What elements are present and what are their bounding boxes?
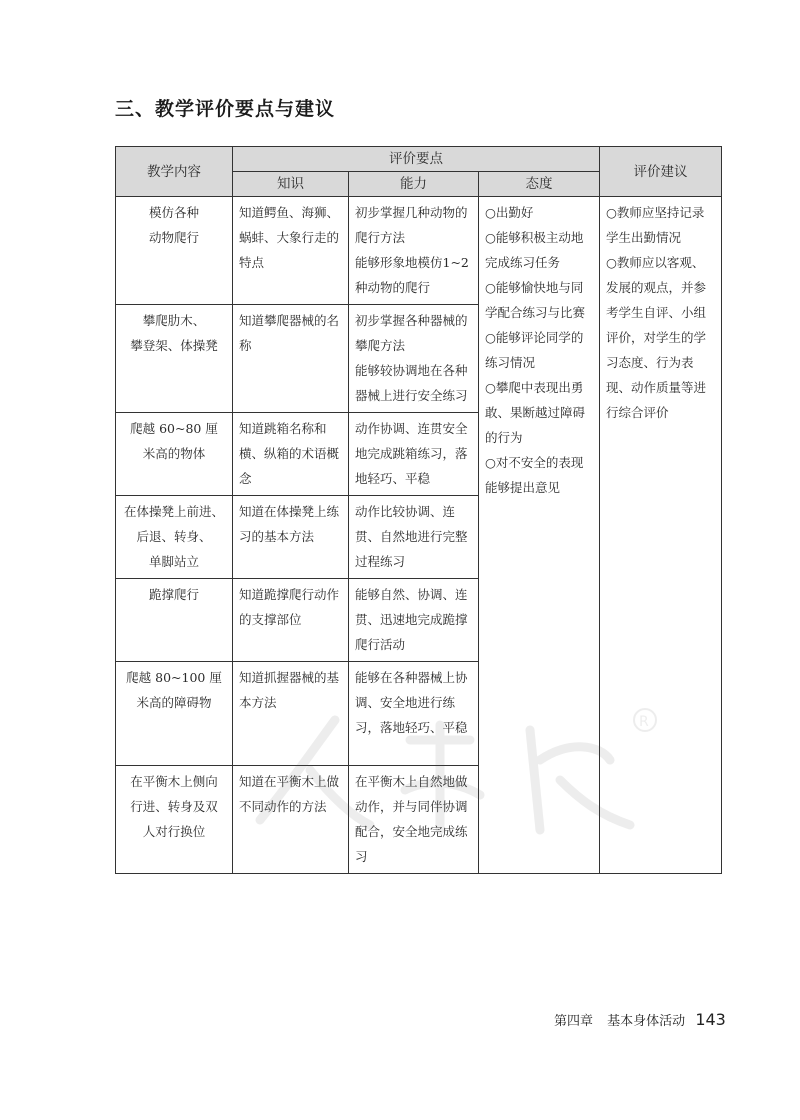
- page-number: 143: [695, 1010, 726, 1029]
- attitude-item: ○能够愉快地与同学配合练习与比赛: [485, 280, 586, 320]
- content-line: 动物爬行: [148, 230, 199, 245]
- row-knowledge: 知道在平衡木上做不同动作的方法: [233, 766, 349, 874]
- content-line: 模仿各种: [148, 205, 199, 220]
- ability-line: 能够形象地模仿1~2种动物的爬行: [355, 255, 469, 295]
- attitude-item: ○攀爬中表现出勇敢、果断越过障碍的行为: [485, 380, 586, 445]
- content-line: 在平衡木上侧向: [130, 774, 218, 789]
- row-ability: [349, 766, 479, 874]
- header-attitude: 态度: [479, 172, 600, 197]
- header-content: 教学内容: [116, 147, 233, 197]
- row-content: [116, 579, 233, 662]
- suggestion-item: ○教师应以客观、发展的观点，并参考学生自评、小组评价，对学生的学习态度、行为表现、动作质量等进行综合评价: [606, 255, 707, 420]
- attitude-item: ○能够积极主动地完成练习任务: [485, 230, 584, 270]
- row-knowledge: 知道攀爬器械的名称: [233, 305, 349, 413]
- content-line: 跪撑爬行: [148, 587, 199, 602]
- ability-line: 动作协调、连贯安全地完成跳箱练习，落地轻巧、平稳: [355, 421, 468, 486]
- header-ability: 能力: [349, 172, 479, 197]
- row-content: [116, 496, 233, 579]
- suggestion-cell: [600, 197, 722, 874]
- ability-line: 能够自然、协调、连贯、迅速地完成跪撑爬行活动: [355, 587, 468, 652]
- row-content: [116, 197, 233, 305]
- content-line: 后退、转身、: [136, 529, 212, 544]
- content-line: 米高的物体: [142, 446, 206, 461]
- content-line: 在体操凳上前进、: [123, 504, 224, 519]
- content-line: 行进、转身及双: [130, 799, 218, 814]
- header-evaluation-points: 评价要点: [233, 147, 600, 172]
- ability-line: 能够在各种器械上协调、安全地进行练习，落地轻巧、平稳: [355, 670, 468, 735]
- evaluation-table: [115, 146, 722, 874]
- content-line: 攀爬肋木、: [142, 313, 206, 328]
- row-content: [116, 662, 233, 766]
- content-line: 攀登架、体操凳: [130, 338, 218, 353]
- row-content: [116, 305, 233, 413]
- ability-line: 能够较协调地在各种器械上进行安全练习: [355, 363, 468, 403]
- footer-chapter-title: 基本身体活动: [607, 1014, 686, 1029]
- row-content: [116, 413, 233, 496]
- header-suggestion: 评价建议: [600, 147, 722, 197]
- row-ability: [349, 413, 479, 496]
- svg-text:R: R: [639, 714, 649, 730]
- header-knowledge: 知识: [233, 172, 349, 197]
- attitude-item: ○对不安全的表现能够提出意见: [485, 455, 584, 495]
- table-row: [116, 197, 722, 305]
- row-knowledge: 知道鳄鱼、海狮、蜗蚌、大象行走的特点: [233, 197, 349, 305]
- row-ability: [349, 305, 479, 413]
- content-line: 单脚站立: [148, 554, 199, 569]
- row-ability: [349, 197, 479, 305]
- row-knowledge: 知道跳箱名称和横、纵箱的术语概念: [233, 413, 349, 496]
- page-footer: [554, 1010, 726, 1029]
- attitude-item: ○出勤好: [485, 205, 534, 220]
- content-line: 人对行换位: [142, 824, 206, 839]
- content-line: 爬越 80~100 厘: [126, 670, 222, 685]
- content-line: 米高的障碍物: [136, 695, 212, 710]
- row-ability: [349, 579, 479, 662]
- suggestion-item: ○教师应坚持记录学生出勤情况: [606, 205, 705, 245]
- ability-line: 动作比较协调、连贯、自然地进行完整过程练习: [355, 504, 468, 569]
- attitude-item: ○能够评论同学的练习情况: [485, 330, 584, 370]
- row-knowledge: 知道跪撑爬行动作的支撑部位: [233, 579, 349, 662]
- row-ability: [349, 662, 479, 766]
- ability-line: 初步掌握几种动物的爬行方法: [355, 205, 468, 245]
- attitude-cell: [479, 197, 600, 874]
- row-ability: [349, 496, 479, 579]
- ability-line: 在平衡木上自然地做动作，并与同伴协调配合，安全地完成练习: [355, 774, 468, 864]
- footer-chapter: 第四章: [554, 1014, 594, 1029]
- row-knowledge: 知道在体操凳上练习的基本方法: [233, 496, 349, 579]
- content-line: 爬越 60~80 厘: [130, 421, 218, 436]
- section-title: 三、教学评价要点与建议: [115, 98, 336, 120]
- row-content: [116, 766, 233, 874]
- row-knowledge: 知道抓握器械的基本方法: [233, 662, 349, 766]
- ability-line: 初步掌握各种器械的攀爬方法: [355, 313, 468, 353]
